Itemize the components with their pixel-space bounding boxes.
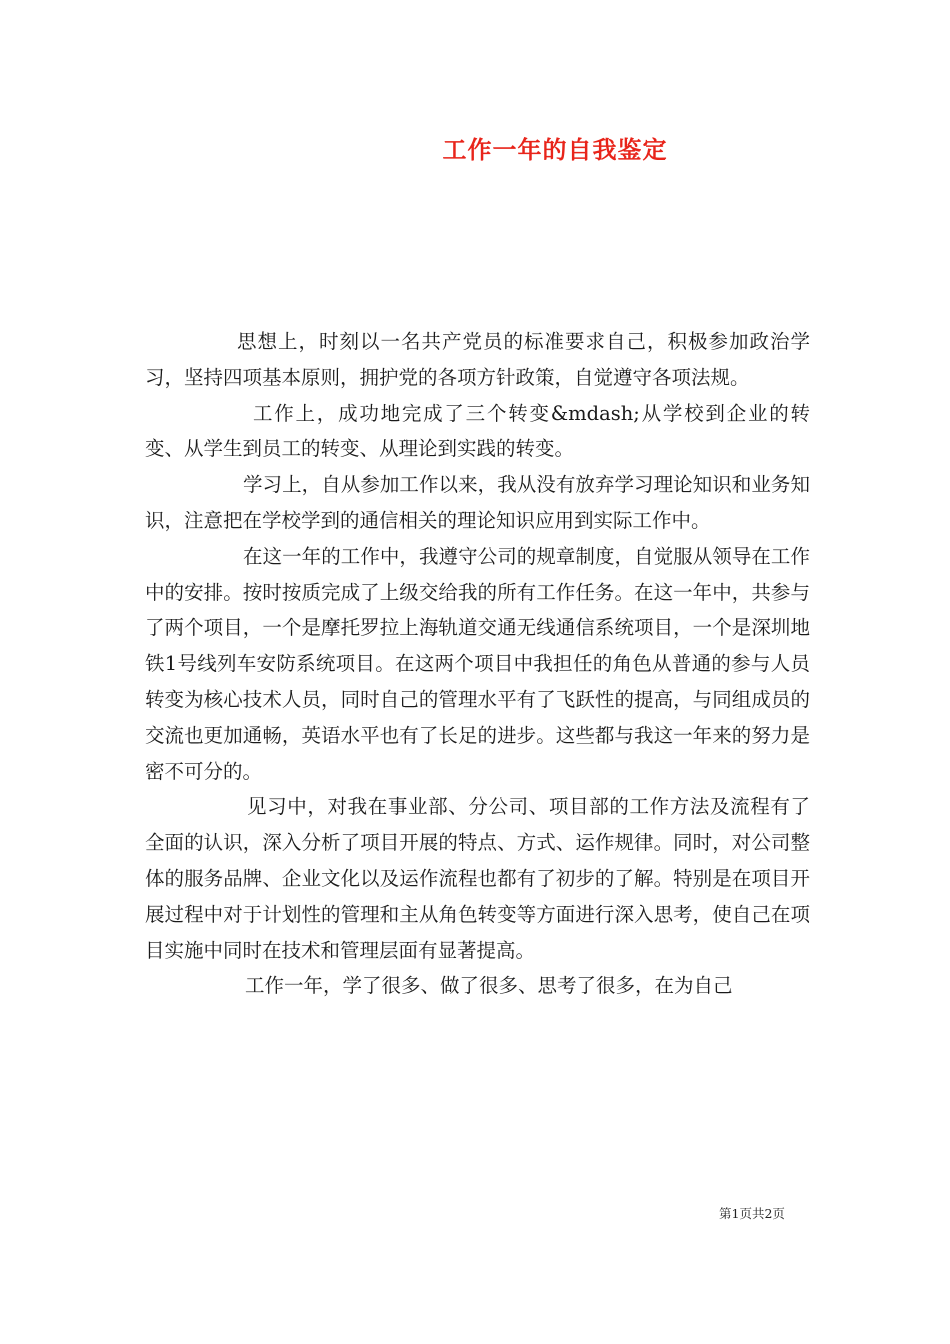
paragraph-year-review: 在这一年的工作中，我遵守公司的规章制度，自觉服从领导在工作中的安排。按时按质完成了上级交给我的所有工作任务。在这一年中，共参与了两个项目，一个是摩托罗拉上海轨道交通无线通信系统项目，一个是深圳地铁1号线列车安防系统项目。在这两个项目中我担任的角色从普通的参与人员转变为核心技术人员，同时自己的管理水平有了飞跃性的提高，与同组成员的交流也更加通畅，英语水平也有了长足的进步。这些都与我这一年来的努力是密不可分的。 (145, 544, 810, 783)
paragraph-thought: 思想上，时刻以一名共产党员的标准要求自己，积极参加政治学习，坚持四项基本原则，拥护党的各项方针政策，自觉遵守各项法规。 (145, 330, 810, 389)
document-title: 工作一年的自我鉴定 (442, 135, 668, 164)
page-number: 第1页共2页 (719, 1206, 785, 1221)
paragraph-internship: 见习中，对我在事业部、分公司、项目部的工作方法及流程有了全面的认识，深入分析了项目开展的特点、方式、运作规律。同时，对公司整体的服务品牌、企业文化以及运作流程也都有了初步的了解。特别是在项目开展过程中对于计划性的管理和主从角色转变等方面进行深入思考，使自己在项目实施中同时在技术和管理层面有显著提高。 (145, 795, 810, 962)
paragraph-work: 工作上，成功地完成了三个转变&mdash;从学校到企业的转变、从学生到员工的转变、从理论到实践的转变。 (145, 401, 810, 461)
paragraph-summary: 工作一年，学了很多、做了很多、思考了很多，在为自己 (245, 974, 733, 998)
document-body (145, 324, 810, 1004)
paragraph-study: 学习上，自从参加工作以来，我从没有放弃学习理论知识和业务知识，注意把在学校学到的通信相关的理论知识应用到实际工作中。 (145, 473, 810, 532)
